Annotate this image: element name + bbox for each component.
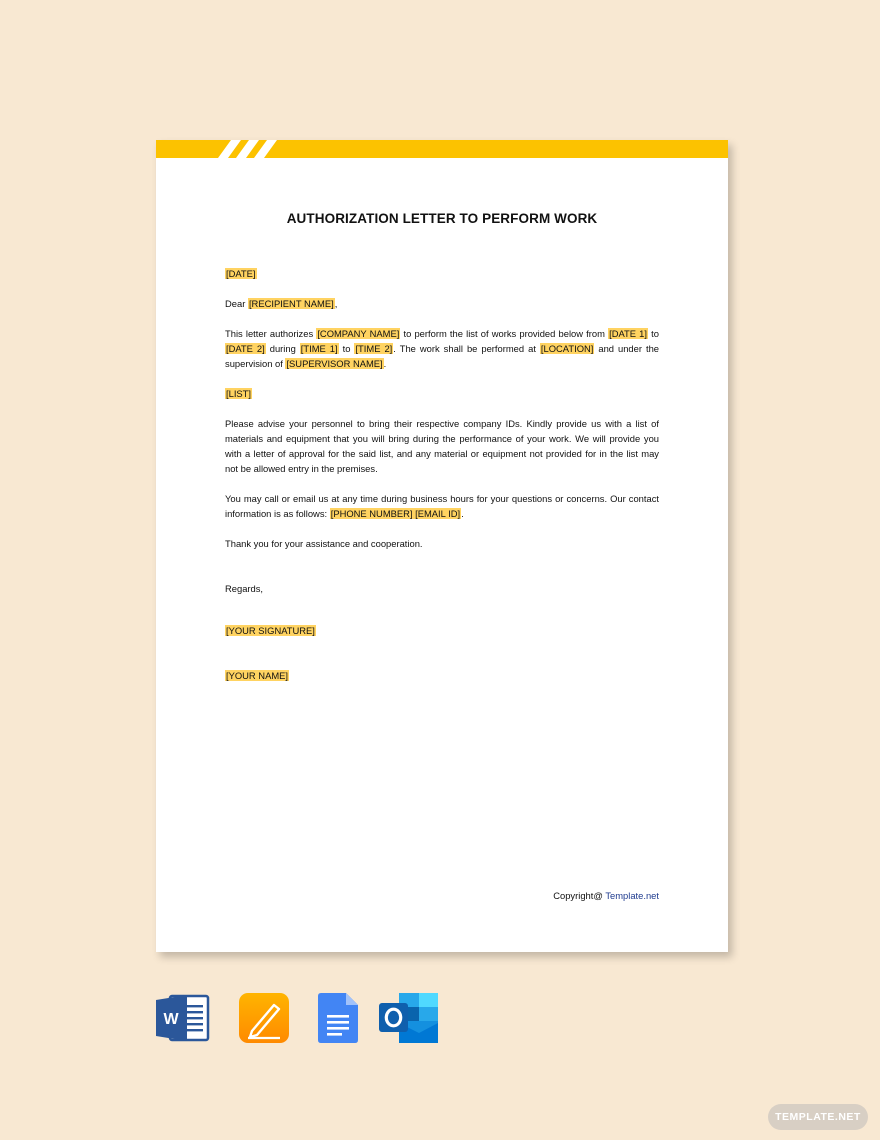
- company-placeholder: [COMPANY NAME]: [317, 328, 400, 339]
- letter-body: [225, 266, 659, 683]
- supervisor-placeholder: [SUPERVISOR NAME]: [286, 358, 383, 369]
- text-run: during: [265, 343, 300, 354]
- text-run: to: [338, 343, 355, 354]
- date1-placeholder: [DATE 1]: [609, 328, 647, 339]
- signature-placeholder: [YOUR SIGNATURE]: [226, 625, 315, 636]
- text-run: to: [648, 328, 659, 339]
- header-accent-bar: [156, 140, 728, 158]
- text-run: This letter authorizes: [225, 328, 317, 339]
- date-placeholder: [DATE]: [226, 268, 256, 279]
- text-run: .: [461, 508, 464, 519]
- list-line: [225, 386, 659, 401]
- copyright-link[interactable]: Template.net: [605, 890, 659, 901]
- google-docs-icon[interactable]: [318, 993, 358, 1043]
- salutation: [225, 296, 659, 311]
- time2-placeholder: [TIME 2]: [355, 343, 393, 354]
- contact-paragraph: [225, 491, 659, 521]
- text-run: You may call or email us at any time during business hours for your questions or concerns. Our contact information is as follows:: [225, 493, 659, 519]
- salutation-prefix: Dear: [225, 298, 248, 309]
- recipient-placeholder: [RECIPIENT NAME]: [248, 298, 334, 309]
- date-line: [225, 266, 659, 281]
- copyright-line: [553, 890, 659, 901]
- document-title: AUTHORIZATION LETTER TO PERFORM WORK: [286, 211, 598, 226]
- name-line: [225, 668, 659, 683]
- apple-pages-icon[interactable]: [238, 993, 290, 1045]
- list-placeholder: [LIST]: [226, 388, 252, 399]
- thanks-paragraph: Thank you for your assistance and cooperation.: [225, 538, 423, 549]
- text-run: and under the supervision of: [225, 343, 660, 369]
- name-placeholder: [YOUR NAME]: [226, 670, 288, 681]
- microsoft-outlook-icon[interactable]: [379, 993, 439, 1043]
- microsoft-word-icon[interactable]: [156, 993, 210, 1043]
- template-net-watermark: TEMPLATE.NET: [768, 1104, 868, 1130]
- copyright-prefix: Copyright@: [553, 890, 606, 901]
- instructions-paragraph: Please advise your personnel to bring their respective company IDs. Kindly provide us with a list of materials and equipment that you will bring during the performance of your work. We will provide you with a letter of approval for the said list, and any material or equipment not provided for in the list may not be allowed entry in the premises.: [225, 418, 659, 474]
- salutation-suffix: ,: [334, 298, 338, 309]
- text-run: to perform the list of works provided below from: [400, 328, 609, 339]
- location-placeholder: [LOCATION]: [540, 343, 594, 354]
- signature-line: [225, 623, 659, 638]
- contact-placeholder: [PHONE NUMBER] [EMAIL ID]: [330, 508, 461, 519]
- svg-text:W: W: [163, 1011, 179, 1028]
- time1-placeholder: [TIME 1]: [300, 343, 338, 354]
- text-run: .: [383, 358, 387, 369]
- text-run: . The work shall be performed at: [393, 343, 540, 354]
- closing: Regards,: [225, 583, 264, 594]
- date2-placeholder: [DATE 2]: [226, 343, 265, 354]
- authorization-paragraph: [225, 326, 659, 371]
- letter-page: [156, 140, 728, 952]
